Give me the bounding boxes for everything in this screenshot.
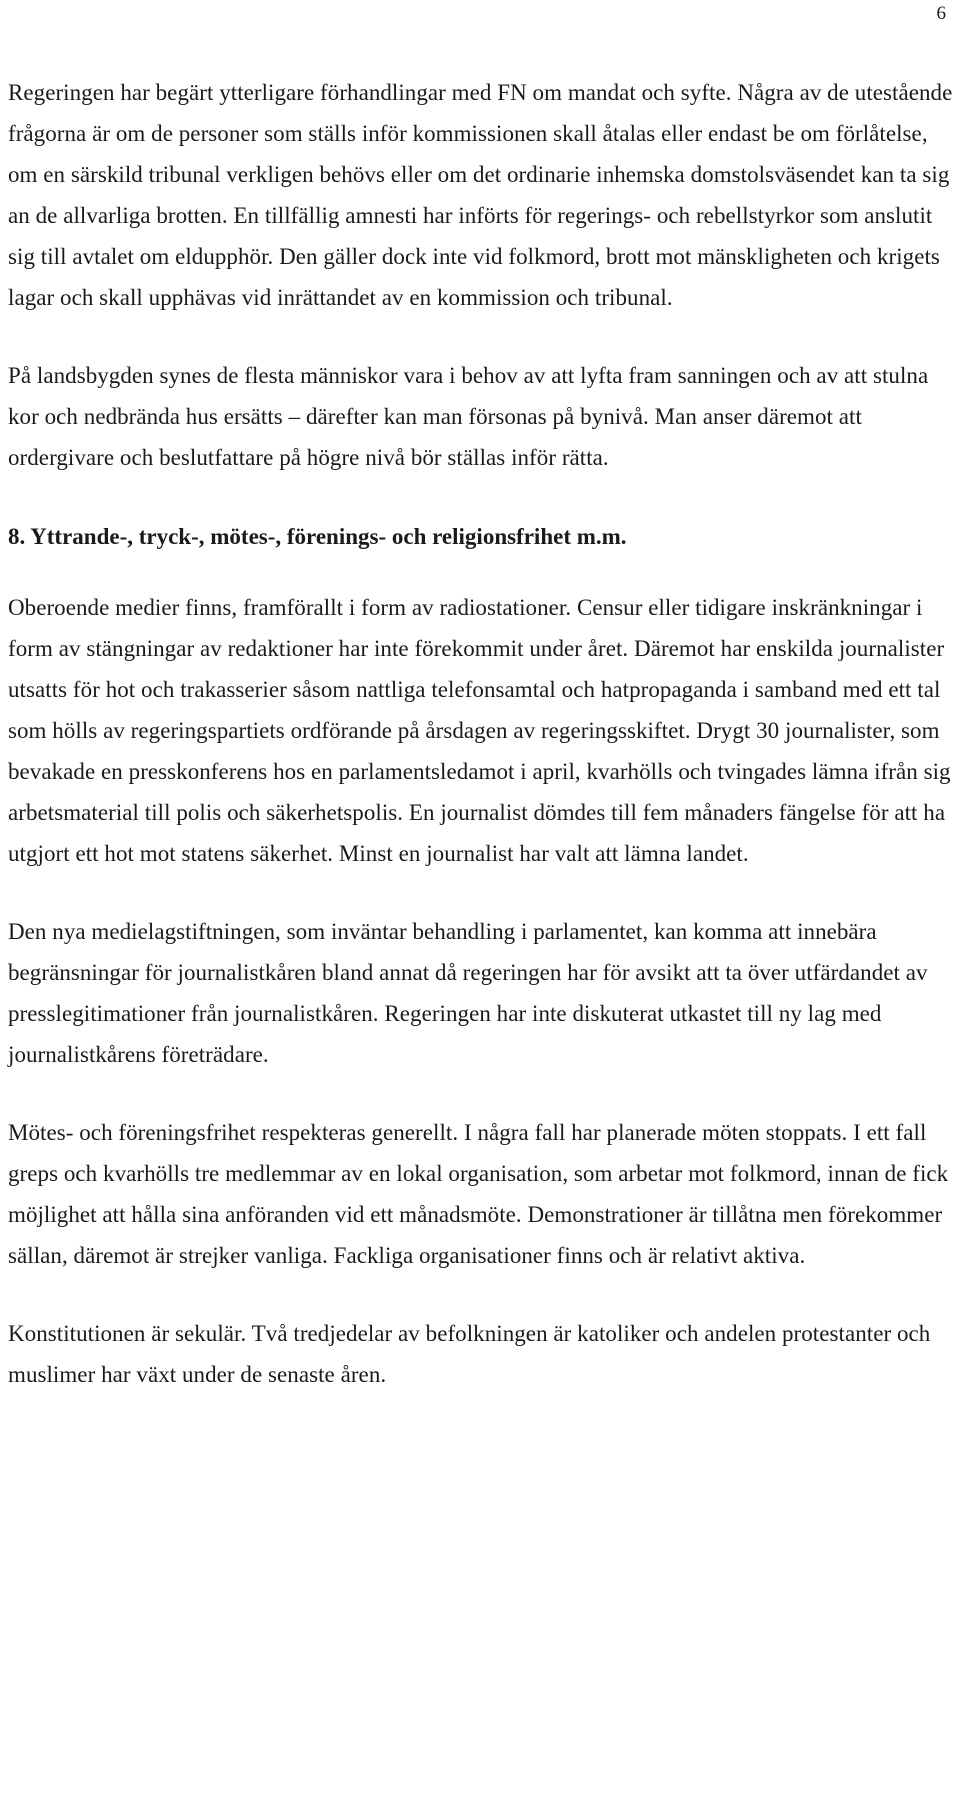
paragraph-independent-media: Oberoende medier finns, framförallt i form av radiostationer. Censur eller tidigare inskränkningar i form av stängningar av redaktioner har inte förekommit under året. Däremot har enskilda journalister utsatts för hot och trakasserier såsom nattliga telefonsamtal och hatpropaganda i samband med ett tal som hölls av regeringspartiets ordförande på årsdagen av regeringsskiftet. Drygt 30 journalister, som bevakade en presskonferens hos en parlamentsledamot i april, kvarhölls och tvingades lämna ifrån sig arbetsmaterial till polis och säkerhetspolis. En journalist dömdes till fem månaders fängelse för att ha utgjort ett hot mot statens säkerhet. Minst en journalist har valt att lämna landet.	[8, 595, 951, 866]
paragraph-countryside-reconciliation: På landsbygden synes de flesta människor vara i behov av att lyfta fram sanningen och av att stulna kor och nedbrända hus ersätts – därefter kan man försonas på bynivå. Man anser däremot att ordergivare och beslutfattare på högre nivå bör ställas inför rätta.	[8, 363, 929, 470]
document-body	[8, 72, 956, 1395]
paragraph-un-negotiations: Regeringen har begärt ytterligare förhandlingar med FN om mandat och syfte. Några av de utestående frågorna är om de personer som ställs inför kommissionen skall åtalas eller endast be om förlåtelse, om en särskild tribunal verkligen behövs eller om det ordinarie inhemska domstolsväsendet kan ta sig an de allvarliga brotten. En tillfällig amnesti har införts för regerings- och rebellstyrkor som anslutit sig till avtalet om eldupphör. Den gäller dock inte vid folkmord, brott mot mänskligheten och krigets lagar och skall upphävas vid inrättandet av en kommission och tribunal.	[8, 80, 953, 310]
paragraph-assembly-freedom: Mötes- och föreningsfrihet respekteras generellt. I några fall har planerade möten stoppats. I ett fall greps och kvarhölls tre medlemmar av en lokal organisation, som arbetar mot folkmord, innan de fick möjlighet att hålla sina anföranden vid ett månadsmöte. Demonstrationer är tillåtna men förekommer sällan, däremot är strejker vanliga. Fackliga organisationer finns och är relativt aktiva.	[8, 1120, 949, 1268]
paragraph-religion: Konstitutionen är sekulär. Två tredjedelar av befolkningen är katoliker och andelen protestanter och muslimer har växt under de senaste åren.	[8, 1321, 931, 1387]
paragraph-media-legislation: Den nya medielagstiftningen, som inväntar behandling i parlamentet, kan komma att innebära begränsningar för journalistkåren bland annat då regeringen har för avsikt att ta över utfärdandet av presslegitimationer från journalistkåren. Regeringen har inte diskuterat utkastet till ny lag med journalistkårens företrädare.	[8, 919, 928, 1067]
page-number: 6	[936, 3, 946, 24]
section-heading: 8. Yttrande-, tryck-, mötes-, förenings- och religionsfrihet m.m.	[8, 524, 627, 549]
